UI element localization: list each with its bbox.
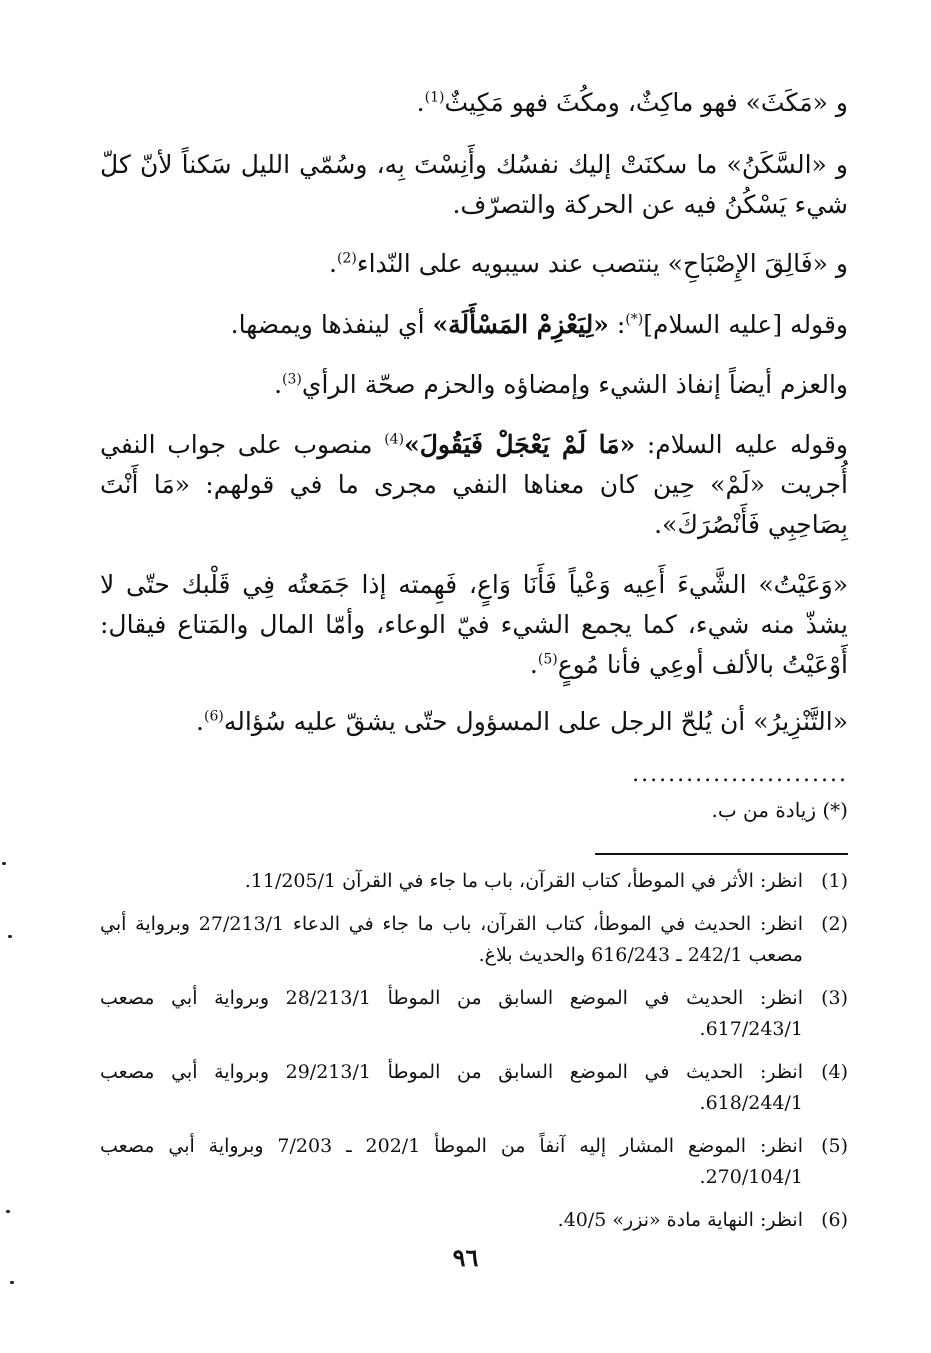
- footnote-text: انظر: الأثر في الموطأ، كتاب القرآن، باب ما جاء في القرآن 11/205/1.: [244, 870, 803, 892]
- paragraph-wayt: «وَعَيْتُ» الشَّيءَ أَعِيه وَعْياً فَأَنَا وَاعٍ، فَهِمته إذا جَمَعتُه فِي قَلْبك حتّى لا يشذّ منه شيء، كما يجمع الشيء فيّ الوعاء، وأمّا المال والمَتاع فيقال: أَوْعَيْتُ بالألف أوعِي فأنا مُوعٍ$^{(5)}$.: [100, 570, 848, 679]
- footnote-list: [100, 866, 848, 1248]
- page-number: ٩٦: [452, 1243, 479, 1272]
- footnote-rule: [595, 853, 848, 855]
- footnote-number: (3): [821, 987, 848, 1009]
- footnote-text: انظر: النهاية مادة «نزر» 40/5.: [557, 1209, 803, 1231]
- footnote-ref-6: (6): [203, 708, 224, 725]
- footnote-text: انظر: الحديث في الموضع السابق من الموطأ 29/213/1 وبرواية أبي مصعب 618/244/1.: [100, 1061, 803, 1114]
- paragraph-faliq: و «فَالِقَ الإِصْبَاحِ» ينتصب عند سيبويه على النّداء$^{(2)}$.: [329, 249, 848, 278]
- star-note: (*) زيادة من ب.: [711, 798, 848, 822]
- footnote-ref-4: (4): [384, 431, 405, 448]
- hadith-quote-lam-yajal: «مَا لَمْ يَعْجَلْ فَيَقُولَ»: [404, 430, 636, 459]
- footnote-text: انظر: الحديث في الموضع السابق من الموطأ 28/213/1 وبرواية أبي مصعب 617/243/1.: [100, 987, 803, 1040]
- footnote-ref-3: (3): [282, 371, 302, 388]
- footnote-text: انظر: الحديث في الموطأ، كتاب القرآن، باب ما جاء في الدعاء 27/213/1 وبرواية أبي مصعب 242/1 ـ 616/243 والحديث بلاغ.: [100, 913, 803, 966]
- scan-speck: [2, 862, 6, 865]
- scan-speck: [10, 1281, 14, 1284]
- paragraph-azm: والعزم أيضاً إنفاذ الشيء وإمضاؤه والحزم صحّة الرأي$^{(3)}$.: [274, 370, 848, 399]
- footnote-number: (1): [821, 870, 848, 892]
- dotted-separator: ........................: [632, 762, 848, 787]
- footnote-item: [100, 1057, 848, 1119]
- footnote-number: (6): [821, 1209, 848, 1231]
- footnote-ref-1: (1): [424, 89, 445, 106]
- paragraph-tanzir: «التَّنْزِيرُ» أن يُلحّ الرجل على المسؤول حتّى يشقّ عليه سُؤاله$^{(6)}$.: [196, 707, 848, 736]
- paragraph-azm-quote: وقوله [عليه السلام](*): «لِيَعْزِمْ المَسْأَلَة» أي لينفذها ويمضها.: [230, 310, 848, 339]
- footnote-ref-star: (*): [625, 311, 644, 328]
- footnote-item: [100, 983, 848, 1045]
- footnote-item: [100, 1131, 848, 1193]
- scan-speck: [8, 935, 12, 938]
- footnote-ref-5: (5): [537, 651, 558, 668]
- paragraph-sakan: و «السَّكَنُ» ما سكنَتْ إليك نفسُك وأَنِسْتَ بِه، وسُمّي الليل سَكناً لأنّ كلّ شيء يَسْكُنُ فيه عن الحركة والتصرّف.: [100, 150, 848, 219]
- footnote-text: انظر: الموضع المشار إليه آنفاً من الموطأ 202/1 ـ 7/203 وبرواية أبي مصعب 270/104/1.: [100, 1135, 803, 1188]
- scan-speck: [6, 1210, 10, 1213]
- hadith-quote-azm: «لِيَعْزِمْ المَسْأَلَة»: [432, 310, 609, 339]
- footnote-item: [100, 1205, 848, 1236]
- footnote-item: [100, 866, 848, 897]
- footnote-number: (5): [821, 1135, 848, 1157]
- paragraph-lam-yajal: وقوله عليه السلام: «مَا لَمْ يَعْجَلْ فَيَقُولَ»$^{(4)}$ منصوب على جواب النفي أُجريت «لَمْ» حِين كان معناها النفي مجرى ما في قولهم: «مَا أَنْتَ بِصَاحِبِي فَأَنْصُرَكَ».: [100, 430, 849, 539]
- footnote-number: (2): [821, 913, 848, 935]
- paragraph-makath: و «مَكَثَ» فهو ماكِثٌ، ومكُثَ فهو مَكِيثٌ$^{(1)}$.: [416, 88, 848, 117]
- footnote-ref-2: (2): [336, 250, 357, 267]
- footnote-item: [100, 909, 848, 971]
- footnote-number: (4): [821, 1061, 848, 1083]
